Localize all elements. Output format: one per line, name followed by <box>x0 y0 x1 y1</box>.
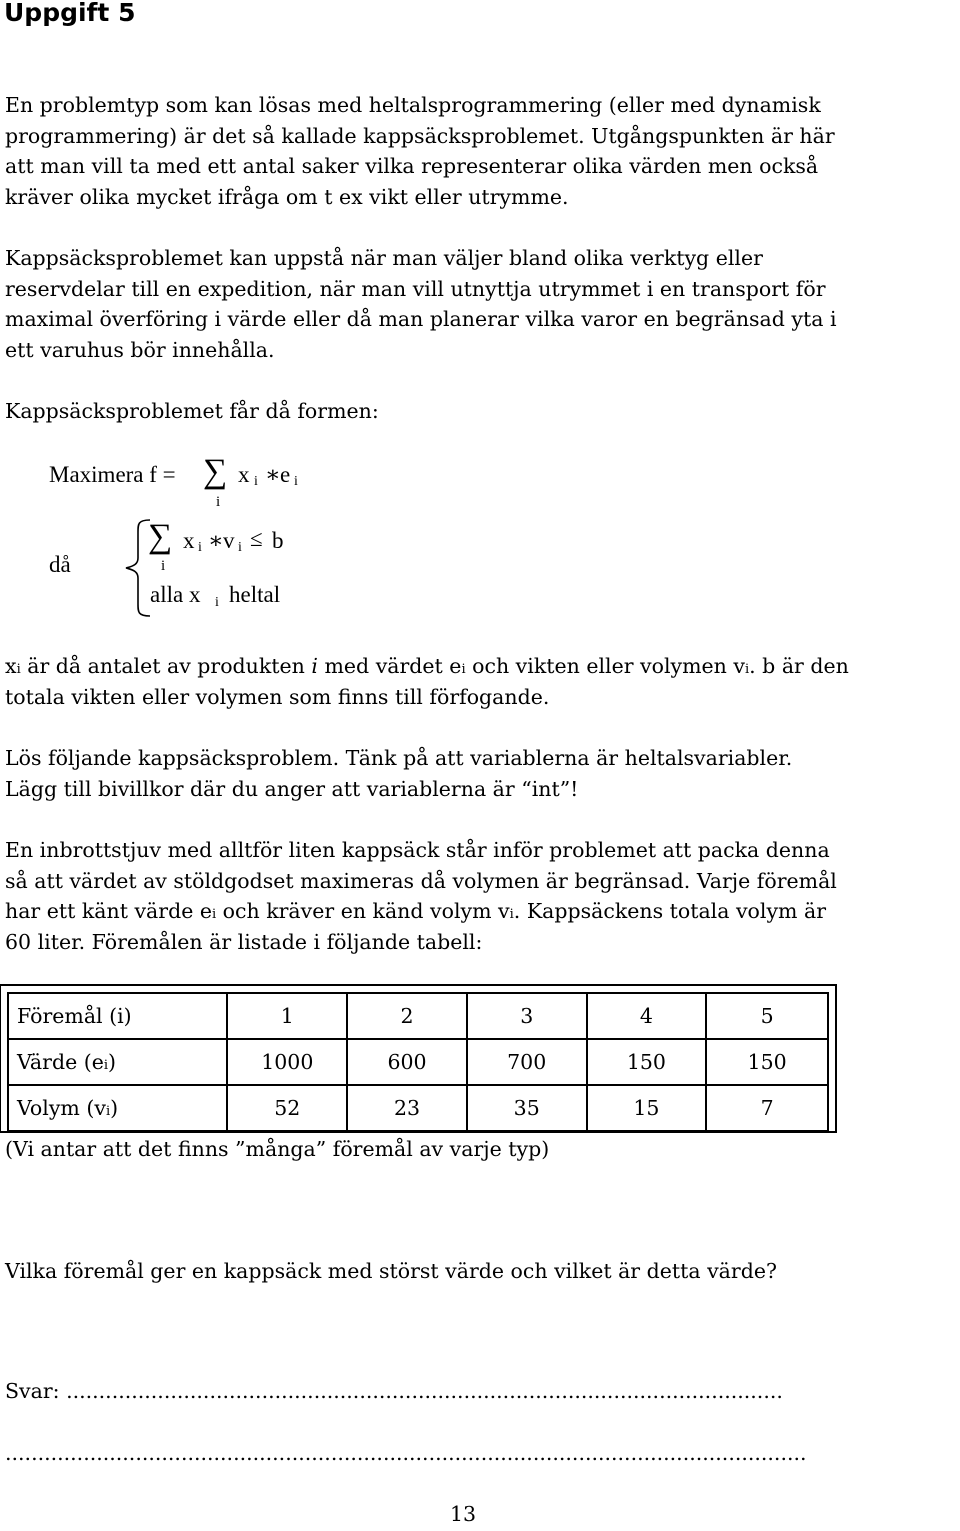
explanation-paragraph <box>5 651 960 712</box>
problem-paragraph <box>5 835 960 958</box>
subscript: i <box>105 1104 111 1119</box>
table-row <box>8 1085 828 1131</box>
alla-label: alla x <box>150 582 201 607</box>
label-text: ) <box>108 1050 117 1074</box>
sub-i: i <box>238 540 242 555</box>
table-row <box>8 1039 828 1085</box>
var-x: x <box>183 528 195 553</box>
sum-index: i <box>216 494 221 510</box>
answer-dots: .............................................................................................................. <box>66 1379 783 1403</box>
subscript: i <box>461 662 466 677</box>
heltal-label: heltal <box>229 582 281 607</box>
table-cell: 150 <box>587 1039 707 1085</box>
task-title: Uppgift 5 <box>4 0 136 27</box>
text-part: är då antalet av produkten <box>20 654 312 678</box>
answer-line-2 <box>5 1438 960 1469</box>
form-intro <box>5 396 960 427</box>
label-text: Föremål (i) <box>17 1004 132 1028</box>
text-line: så att värdet av stöldgodset maximeras då volymen är begränsad. Varje föremål <box>5 868 837 893</box>
text-line: ett varuhus bör innehålla. <box>5 338 275 363</box>
text-line: Lös följande kappsäcksproblem. Tänk på att variablerna är heltalsvariabler. <box>5 746 793 770</box>
sub-i: i <box>215 595 219 610</box>
note-text <box>5 1134 960 1165</box>
table-cell: 15 <box>587 1085 707 1131</box>
label-text: Volym (v <box>17 1096 106 1120</box>
subscript: i <box>744 662 750 677</box>
intro-paragraph <box>5 90 960 213</box>
formula-block <box>0 450 420 620</box>
text-part: har ett känt värde e <box>5 899 212 924</box>
answer-label: Svar: <box>5 1379 67 1403</box>
text-part: . Kappsäckens totala volym är <box>513 899 827 924</box>
question-text <box>5 1256 960 1287</box>
var-x: x <box>238 462 250 487</box>
row-label <box>8 993 227 1039</box>
text-line <box>5 651 960 682</box>
text-line: kräver olika mycket ifråga om t ex vikt eller utrymme. <box>5 185 569 210</box>
table-cell: 35 <box>467 1085 587 1131</box>
sum-index: i <box>161 558 166 574</box>
items-table <box>0 985 836 1132</box>
context-paragraph <box>5 243 960 366</box>
page-number: 13 <box>450 1502 477 1526</box>
text-part: och kräver en känd volym v <box>216 899 510 924</box>
label-text: ) <box>110 1096 119 1120</box>
text-x: x <box>5 654 17 678</box>
text-line: En inbrottstjuv med alltför liten kappsäck står inför problemet att packa denna <box>5 838 830 862</box>
table-cell: 7 <box>706 1085 828 1131</box>
sub-i: i <box>254 474 258 489</box>
row-label <box>8 1039 227 1085</box>
text-line: programmering) är det så kallade kappsäcksproblemet. Utgångspunkten är här <box>5 123 835 148</box>
table-cell: 23 <box>347 1085 467 1131</box>
text-part: med värdet e <box>317 654 462 678</box>
subscript: i <box>103 1058 109 1073</box>
subscript: i <box>211 907 217 923</box>
items-grid <box>7 992 829 1132</box>
answer-dots: ........................................................................................................................... <box>5 1441 807 1465</box>
text-part: och vikten eller volymen v <box>465 654 745 678</box>
label-text: Värde (e <box>17 1050 104 1074</box>
text-line: att man vill ta med ett antal saker vilka representerar olika värden men också <box>5 154 819 179</box>
var-e: e <box>280 462 291 487</box>
var-b: b <box>272 528 284 553</box>
leq-symbol: ≤ <box>250 526 263 551</box>
times-symbol: ∗ <box>208 528 224 553</box>
sum-symbol: ∑ <box>203 453 228 490</box>
text-line: Kappsäcksproblemet får då formen: <box>5 399 379 423</box>
text-line: 60 liter. Föremålen är listade i följande tabell: <box>5 930 483 955</box>
text-line: totala vikten eller volymen som finns till förfogande. <box>5 684 550 709</box>
table-cell: 3 <box>467 993 587 1039</box>
row-label <box>8 1085 227 1131</box>
objective-label: Maximera f = <box>49 462 176 487</box>
sub-i: i <box>294 474 298 489</box>
table-cell: 600 <box>347 1039 467 1085</box>
table-cell: 5 <box>706 993 828 1039</box>
da-label: då <box>49 552 71 577</box>
subscript: i <box>16 662 21 677</box>
var-v: v <box>223 528 235 553</box>
text-line: reservdelar till en expedition, när man vill utnyttja utrymmet i en transport för <box>5 276 826 301</box>
answer-line <box>5 1376 960 1407</box>
sub-i: i <box>198 540 202 555</box>
sum-symbol: ∑ <box>148 518 173 555</box>
italic-i: i <box>311 654 318 678</box>
table-cell: 700 <box>467 1039 587 1085</box>
text-part: . b är den <box>749 654 849 678</box>
text-line: Lägg till bivillkor där du anger att variablerna är “int”! <box>5 776 579 801</box>
table-cell: 150 <box>706 1039 828 1085</box>
table-cell: 4 <box>587 993 707 1039</box>
instructions-paragraph <box>5 743 960 804</box>
times-symbol: ∗ <box>265 462 281 487</box>
table-cell: 1000 <box>227 1039 347 1085</box>
text-line: Kappsäcksproblemet kan uppstå när man väljer bland olika verktyg eller <box>5 246 763 270</box>
table-cell: 52 <box>227 1085 347 1131</box>
text-line: (Vi antar att det finns ”många” föremål av varje typ) <box>5 1137 550 1161</box>
table-cell: 1 <box>227 993 347 1039</box>
subscript: i <box>509 907 514 923</box>
text-line <box>5 896 960 927</box>
table-row <box>8 993 828 1039</box>
text-line: En problemtyp som kan lösas med heltalsprogrammering (eller med dynamisk <box>5 93 821 117</box>
text-line: Vilka föremål ger en kappsäck med störst värde och vilket är detta värde? <box>5 1259 777 1283</box>
table-cell: 2 <box>347 993 467 1039</box>
text-line: maximal överföring i värde eller då man planerar vilka varor en begränsad yta i <box>5 307 837 332</box>
text-line <box>5 1376 960 1407</box>
